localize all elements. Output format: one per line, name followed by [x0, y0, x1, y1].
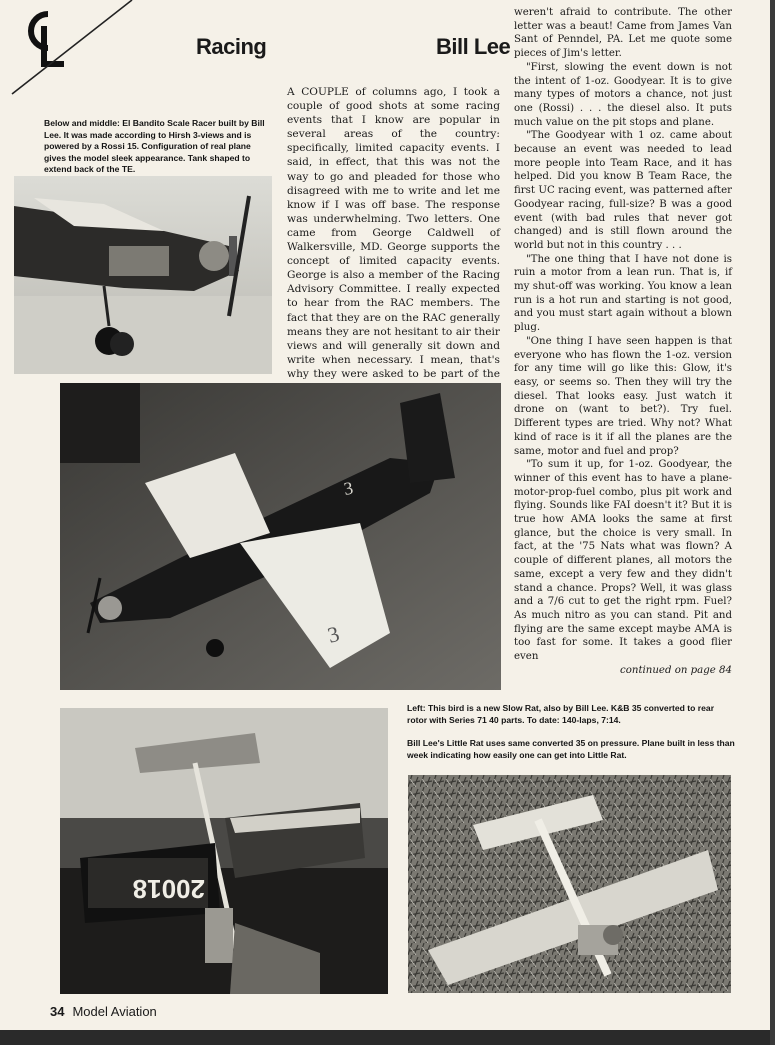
- section-title: Racing: [196, 34, 267, 59]
- photo-el-bandito-full: [60, 383, 501, 690]
- cl-logo: [18, 8, 68, 70]
- article-column-2: [514, 6, 732, 677]
- caption-little-rat: Bill Lee's Little Rat uses same converted 35 on pressure. Plane built in less than week indicating how easily one can get into Little Rat.: [407, 738, 735, 760]
- article-paragraph: "To sum it up, for 1-oz. Goodyear, the winner of this event has to have a plane-motor-prop-fuel combo, plus pit work and flying. Sounds like FAI doesn't it? But it is true how AMA looks the same at first glance, but the choice is very small. In fact, at the '75 Nats what was flown? A couple of different planes, all motors the same, except a very few and they didn't stand a chance. Props? Well, it was glass and a 7/6 cut to get the right rpm. Fuel? As much nitro as you can stand. Pit and flying are the same except maybe AMA is too fast for some. It takes a good flier even: [514, 459, 732, 663]
- article-paragraph: "One thing I have seen happen is that everyone who has flown the 1-oz. version for any time will go like this: Glow, it's easy, or seems so. Then they will try the diesel. That looks easy. Just watch it drone on (want to bet?). Try fuel. Different types are tried. Why not? What kind of race is it if all the planes are the same, motor and fuel and prop?: [514, 335, 732, 457]
- article-column-1: [287, 85, 500, 395]
- caption-slow-rat: Left: This bird is a new Slow Rat, also by Bill Lee. K&B 35 converted to rear rotor with Series 71 40 parts. To date: 140-laps, 7:14.: [407, 703, 715, 725]
- page-footer: [50, 1004, 157, 1019]
- article-paragraph: "The one thing that I have not done is ruin a motor from a lean run. That is, if my shut-off was working. You know a lean run is a hot run and starting is not good, and you must start again without a blown plug.: [514, 253, 732, 334]
- plane-tail-number: 20018: [132, 874, 205, 904]
- plane-fuselage-number: 3: [342, 477, 355, 499]
- article-paragraph: "The Goodyear with 1 oz. came about because an event was needed to lead more people into Team Race, and it has helped. Did you know B Team Race, the first UC racing event, was patterned after Goodyear racing, full-size? B was a good event (with bad rules that never got changed) and is still flown around the world but not in this country . . .: [514, 130, 732, 251]
- plane-wing-number: 3: [324, 620, 342, 648]
- scan-edge-right: [770, 0, 775, 1045]
- page-number: 34: [50, 1004, 65, 1019]
- photo-slow-rat: [60, 708, 388, 994]
- continued-on-link[interactable]: continued on page 84: [620, 664, 732, 676]
- author-name: Bill Lee: [436, 34, 511, 59]
- scan-edge-bottom: [0, 1030, 775, 1045]
- caption-el-bandito: Below and middle: El Bandito Scale Racer built by Bill Lee. It was made according to Hirsh 3-views and is powered by a Rossi 15. Configuration of real plane gives the model sleek appearance. Tank shaped to extend back of the TE.: [44, 118, 265, 174]
- article-paragraph: weren't afraid to contribute. The other letter was a beaut! Came from James Van Sant of Penndel, PA. Let me quote some pieces of Jim's letter.: [514, 7, 732, 60]
- photo-little-rat: [408, 775, 731, 993]
- photo-el-bandito-closeup: [14, 176, 272, 374]
- article-lead-paragraph: A COUPLE of columns ago, I took a couple of good shots at some racing events that I know are popular in several areas of the country: specifically, limited capacity events. I said, in effect, that this was not the way to go and pleaded for those who disagreed with me to write and let me know if I was off base. The response was underwhelming. Two letters. One came from George Caldwell of Walkersville, MD. George supports the concept of limited capacity events. George is also a member of the Racing Advisory Committee. I really expected to hear from the RAC members. The fact that they are on the RAC generally means they are not hesitant to air their views and will generally sit down and write when necessary. I mean, that's why they were asked to be part of the: [287, 86, 500, 380]
- article-paragraph: "First, slowing the event down is not the intent of 1-oz. Goodyear. It is to give many types of motors a chance, not just one (Rossi) . . . the diesel also. It puts much value on the pit stops and plane.: [514, 61, 732, 128]
- magazine-title: Model Aviation: [72, 1004, 157, 1019]
